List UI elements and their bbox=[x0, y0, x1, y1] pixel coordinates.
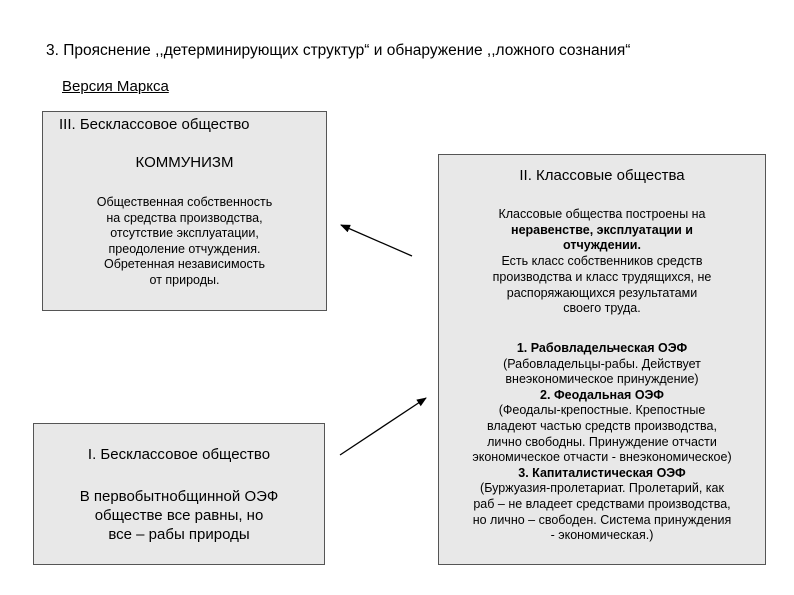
box-ii-title: II. Классовые общества bbox=[519, 167, 685, 184]
formation-name: 2. Феодальная ОЭФ bbox=[540, 387, 664, 402]
box-ii-intro-line: Классовые общества построены на bbox=[498, 207, 706, 221]
box-ii-intro-line: распоряжающихся результатами bbox=[506, 285, 698, 300]
formation-line: (Феодалы-крепостные. Крепостные bbox=[498, 403, 706, 418]
formation-line: - экономическая.) bbox=[550, 528, 654, 543]
formation-name: 1. Рабовладельческая ОЭФ bbox=[516, 341, 688, 355]
formation-line: но лично – свободен. Система принуждения bbox=[472, 512, 732, 527]
arrow-to-communism bbox=[341, 225, 412, 256]
box-iii-line: от природы. bbox=[149, 272, 220, 287]
box-ii-intro-line: неравенстве, эксплуатации и bbox=[511, 222, 693, 237]
box-ii-intro-line: своего труда. bbox=[563, 301, 641, 316]
box-ii-intro-line: Есть класс собственников средств bbox=[501, 254, 703, 269]
box-ii-intro-line: отчуждении. bbox=[563, 238, 641, 253]
formation-line: владеют частью средств производства, bbox=[487, 418, 717, 433]
formation-name: 3. Капиталистическая ОЭФ bbox=[518, 465, 686, 480]
arrow-to-class-societies bbox=[340, 398, 426, 455]
box-iii-line: преодоление отчуждения. bbox=[108, 241, 261, 256]
formation-line: (Буржуазия-пролетариат. Пролетарий, как bbox=[480, 481, 724, 496]
box-i-line: обществе все равны, но bbox=[94, 507, 264, 524]
formation-line: лично свободны. Принуждение отчасти bbox=[487, 434, 717, 449]
formation-line: экономическое отчасти - внеэкономическое) bbox=[472, 450, 732, 465]
box-i-line: В первобытнобщинной ОЭФ bbox=[79, 488, 279, 505]
slide-subtitle: Версия Маркса bbox=[62, 78, 169, 95]
box-i-line: все – рабы природы bbox=[108, 526, 250, 543]
box-iii-line: отсутствие эксплуатации, bbox=[110, 226, 259, 241]
box-iii-line: Обретенная независимость bbox=[103, 257, 266, 272]
box-iii-line: Общественная собственность bbox=[96, 195, 273, 209]
box-i-title: I. Бесклассовое общество bbox=[87, 446, 271, 463]
formation-line: (Рабовладельцы-рабы. Действует bbox=[503, 356, 701, 371]
box-iii-subtitle: КОММУНИЗМ bbox=[135, 154, 234, 171]
box-ii-intro-line: производства и класс трудящихся, не bbox=[492, 269, 712, 284]
box-iii-line: на средства производства, bbox=[106, 210, 263, 225]
formation-line: внеэкономическое принуждение) bbox=[505, 372, 699, 387]
slide-title: 3. Прояснение ,,детерминирующих структур“ и обнаружение ,,ложного сознания“ bbox=[46, 42, 631, 59]
box-iii-title: III. Бесклассовое общество bbox=[59, 116, 250, 133]
formation-line: раб – не владеет средствами производства, bbox=[473, 496, 731, 511]
